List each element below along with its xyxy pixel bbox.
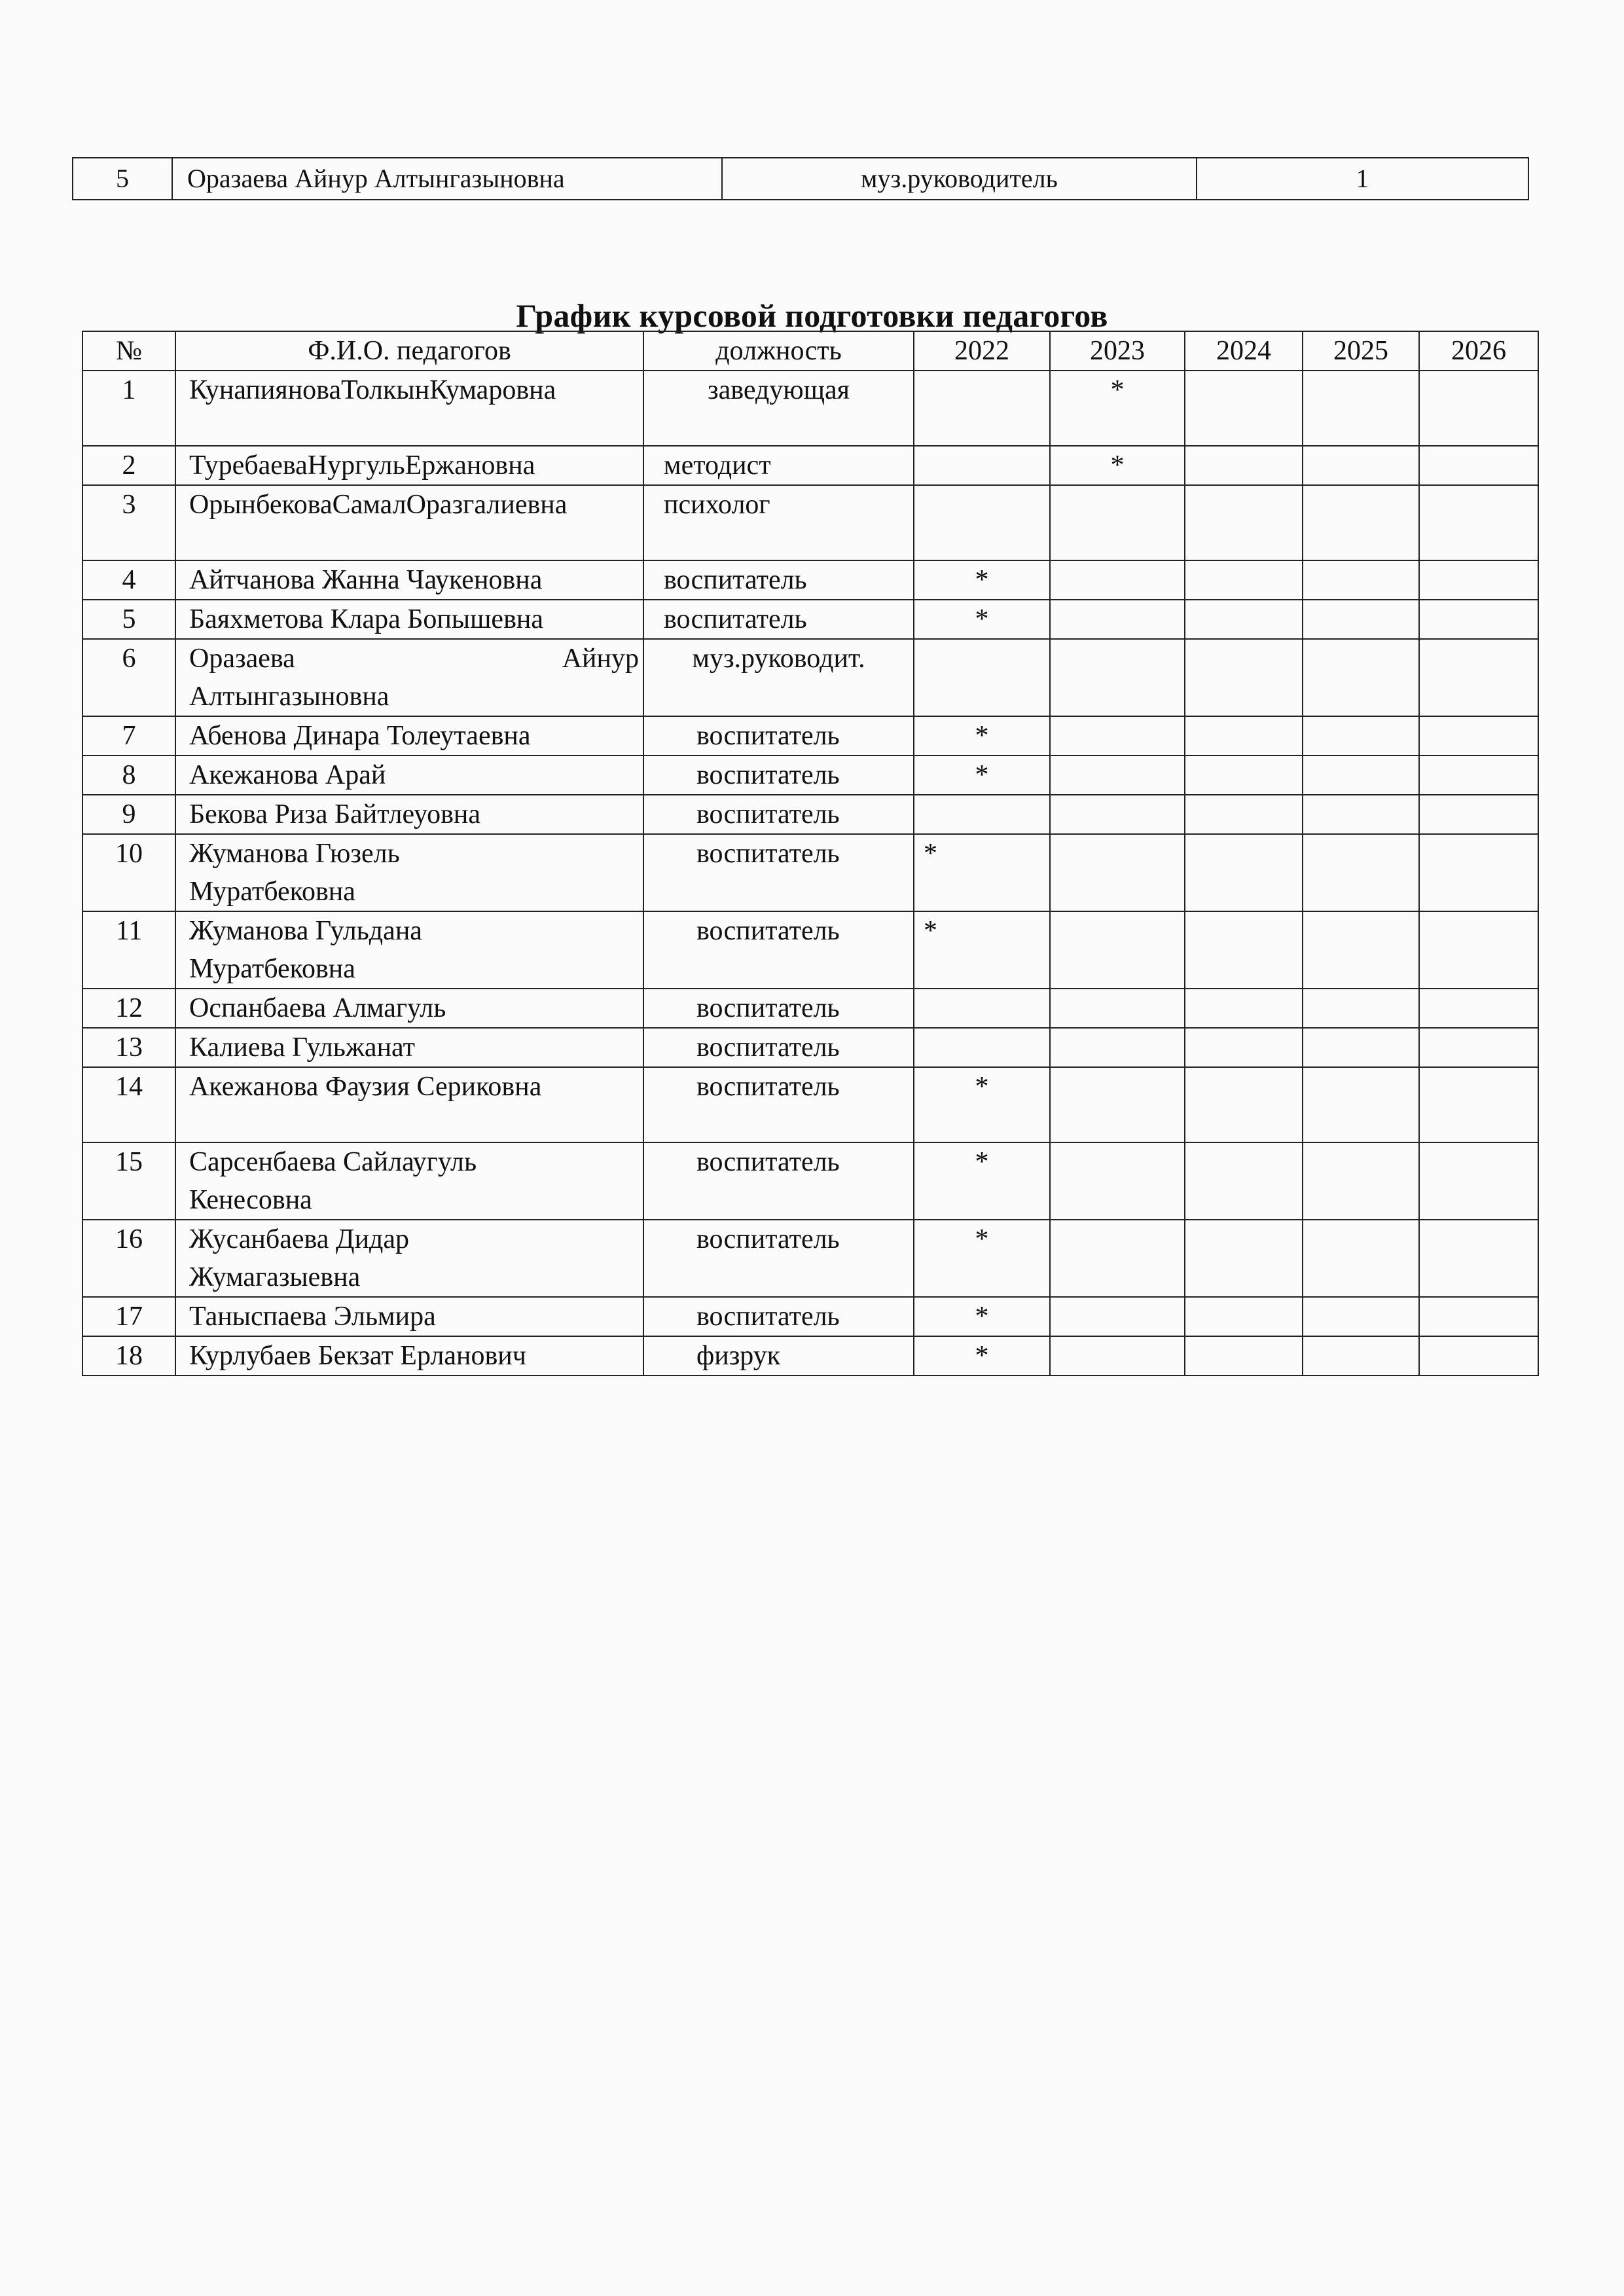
year-mark-2022	[914, 446, 1050, 485]
year-mark-2024	[1185, 1067, 1303, 1142]
teacher-name: Курлубаев Бекзат Ерланович	[175, 1336, 643, 1376]
teacher-name-line: Жусанбаева Дидар	[189, 1224, 410, 1254]
year-mark-2026	[1419, 600, 1538, 639]
row-number: 8	[82, 756, 175, 795]
year-mark-2023	[1050, 639, 1185, 716]
row-number: 5	[73, 158, 172, 200]
year-mark-2025	[1303, 371, 1419, 446]
table-row	[82, 485, 1538, 560]
year-mark-2022: *	[914, 1142, 1050, 1220]
header-year-2023: 2023	[1050, 331, 1185, 371]
year-mark-2025	[1303, 1220, 1419, 1297]
table-row	[82, 716, 1538, 756]
teacher-position: муз.руководитель	[722, 158, 1197, 200]
year-mark-2024	[1185, 911, 1303, 989]
teacher-name	[175, 834, 643, 911]
year-mark-2025	[1303, 560, 1419, 600]
year-mark-2026	[1419, 756, 1538, 795]
year-mark-2024	[1185, 1142, 1303, 1220]
year-mark-2026	[1419, 911, 1538, 989]
staff-table-fragment	[72, 157, 1529, 200]
year-mark-2024	[1185, 1297, 1303, 1336]
year-mark-2025	[1303, 1142, 1419, 1220]
year-mark-2026	[1419, 560, 1538, 600]
header-year-2024: 2024	[1185, 331, 1303, 371]
teacher-position: воспитатель	[643, 1067, 914, 1142]
table-row	[82, 756, 1538, 795]
table-row	[82, 1028, 1538, 1067]
year-mark-2024	[1185, 600, 1303, 639]
year-mark-2023: *	[1050, 371, 1185, 446]
year-mark-2026	[1419, 795, 1538, 834]
teacher-name-line: Кенесовна	[189, 1185, 312, 1215]
year-mark-2024	[1185, 989, 1303, 1028]
teacher-name: КунапияноваТолкынКумаровна	[175, 371, 643, 446]
year-mark-2022	[914, 371, 1050, 446]
table-row	[82, 795, 1538, 834]
teacher-name	[175, 1142, 643, 1220]
year-mark-2026	[1419, 1297, 1538, 1336]
teacher-position: воспитатель	[643, 600, 914, 639]
row-number: 9	[82, 795, 175, 834]
teacher-name: Таныспаева Эльмира	[175, 1297, 643, 1336]
teacher-position: воспитатель	[643, 1028, 914, 1067]
year-mark-2024	[1185, 639, 1303, 716]
table-row	[82, 639, 1538, 716]
year-mark-2025	[1303, 834, 1419, 911]
year-mark-2026	[1419, 716, 1538, 756]
table-row	[82, 1142, 1538, 1220]
row-number: 13	[82, 1028, 175, 1067]
page-title: График курсовой подготовки педагогов	[516, 297, 1108, 334]
teacher-name: Акежанова Фаузия Сериковна	[175, 1067, 643, 1142]
row-number: 2	[82, 446, 175, 485]
year-mark-2024	[1185, 485, 1303, 560]
year-mark-2023	[1050, 795, 1185, 834]
row-value: 1	[1197, 158, 1528, 200]
teacher-position: воспитатель	[643, 911, 914, 989]
header-number: №	[82, 331, 175, 371]
year-mark-2026	[1419, 989, 1538, 1028]
year-mark-2025	[1303, 639, 1419, 716]
year-mark-2026	[1419, 371, 1538, 446]
year-mark-2025	[1303, 485, 1419, 560]
year-mark-2023	[1050, 756, 1185, 795]
year-mark-2026	[1419, 639, 1538, 716]
teacher-name-line: Муратбековна	[189, 954, 355, 984]
teacher-name-line: Сарсенбаева Сайлаугуль	[189, 1147, 477, 1177]
teacher-position: воспитатель	[643, 756, 914, 795]
teacher-position: воспитатель	[643, 1142, 914, 1220]
year-mark-2025	[1303, 716, 1419, 756]
teacher-name	[175, 639, 643, 716]
table-row	[82, 1297, 1538, 1336]
table-row	[82, 371, 1538, 446]
teacher-name: Акежанова Арай	[175, 756, 643, 795]
teacher-position: воспитатель	[643, 795, 914, 834]
year-mark-2023	[1050, 1336, 1185, 1376]
year-mark-2023	[1050, 1142, 1185, 1220]
year-mark-2025	[1303, 600, 1419, 639]
table-row	[82, 1220, 1538, 1297]
row-number: 5	[82, 600, 175, 639]
year-mark-2023	[1050, 834, 1185, 911]
year-mark-2025	[1303, 446, 1419, 485]
row-number: 11	[82, 911, 175, 989]
teacher-name-line: Жуманова Гульдана	[189, 916, 422, 946]
year-mark-2022	[914, 639, 1050, 716]
teacher-name-line: Муратбековна	[189, 877, 355, 907]
header-name: Ф.И.О. педагогов	[175, 331, 643, 371]
teacher-position: методист	[643, 446, 914, 485]
row-number: 16	[82, 1220, 175, 1297]
header-year-2022: 2022	[914, 331, 1050, 371]
teacher-position: воспитатель	[643, 560, 914, 600]
year-mark-2024	[1185, 446, 1303, 485]
teacher-name: Оразаева Айнур Алтынгазыновна	[172, 158, 722, 200]
year-mark-2022: *	[914, 560, 1050, 600]
year-mark-2026	[1419, 1067, 1538, 1142]
row-number: 15	[82, 1142, 175, 1220]
year-mark-2023	[1050, 1067, 1185, 1142]
teacher-name	[175, 911, 643, 989]
year-mark-2026	[1419, 1142, 1538, 1220]
year-mark-2023	[1050, 485, 1185, 560]
year-mark-2022	[914, 795, 1050, 834]
year-mark-2024	[1185, 371, 1303, 446]
year-mark-2024	[1185, 756, 1303, 795]
row-number: 3	[82, 485, 175, 560]
year-mark-2024	[1185, 1220, 1303, 1297]
year-mark-2026	[1419, 485, 1538, 560]
year-mark-2022	[914, 1028, 1050, 1067]
year-mark-2025	[1303, 1067, 1419, 1142]
year-mark-2023	[1050, 911, 1185, 989]
year-mark-2023	[1050, 716, 1185, 756]
year-mark-2026	[1419, 1336, 1538, 1376]
year-mark-2023	[1050, 600, 1185, 639]
header-year-2025: 2025	[1303, 331, 1419, 371]
year-mark-2024	[1185, 1336, 1303, 1376]
teacher-name: ОрынбековаСамалОразгалиевна	[175, 485, 643, 560]
teacher-position: муз.руководит.	[643, 639, 914, 716]
table-row	[82, 1067, 1538, 1142]
year-mark-2022	[914, 989, 1050, 1028]
row-number: 7	[82, 716, 175, 756]
year-mark-2023	[1050, 1220, 1185, 1297]
year-mark-2022: *	[914, 1336, 1050, 1376]
teacher-position: воспитатель	[643, 989, 914, 1028]
year-mark-2026	[1419, 446, 1538, 485]
teacher-name-part: Айнур	[562, 644, 639, 674]
table-row	[82, 600, 1538, 639]
table-row	[82, 834, 1538, 911]
year-mark-2024	[1185, 1028, 1303, 1067]
row-number: 1	[82, 371, 175, 446]
teacher-name-part: Оразаева	[189, 644, 295, 674]
teacher-position: воспитатель	[643, 716, 914, 756]
year-mark-2024	[1185, 560, 1303, 600]
year-mark-2022: *	[914, 600, 1050, 639]
year-mark-2026	[1419, 834, 1538, 911]
teacher-position: воспитатель	[643, 1220, 914, 1297]
table-row	[82, 911, 1538, 989]
year-mark-2022: *	[914, 1297, 1050, 1336]
teacher-name: Абенова Динара Толеутаевна	[175, 716, 643, 756]
teacher-position: психолог	[643, 485, 914, 560]
row-number: 6	[82, 639, 175, 716]
teacher-name-line: Жумагазыевна	[189, 1262, 361, 1292]
year-mark-2023	[1050, 1297, 1185, 1336]
year-mark-2024	[1185, 716, 1303, 756]
year-mark-2025	[1303, 1297, 1419, 1336]
year-mark-2025	[1303, 1336, 1419, 1376]
year-mark-2024	[1185, 834, 1303, 911]
year-mark-2025	[1303, 911, 1419, 989]
year-mark-2022: *	[914, 1220, 1050, 1297]
year-mark-2025	[1303, 795, 1419, 834]
teacher-position: воспитатель	[643, 834, 914, 911]
year-mark-2026	[1419, 1028, 1538, 1067]
teacher-name: Калиева Гульжанат	[175, 1028, 643, 1067]
table-row	[82, 1336, 1538, 1376]
table-row	[82, 989, 1538, 1028]
year-mark-2022: *	[914, 756, 1050, 795]
year-mark-2022: *	[914, 911, 1050, 989]
row-number: 10	[82, 834, 175, 911]
year-mark-2023: *	[1050, 446, 1185, 485]
teacher-position: воспитатель	[643, 1297, 914, 1336]
teacher-position: заведующая	[643, 371, 914, 446]
year-mark-2023	[1050, 989, 1185, 1028]
teacher-name: ТуребаеваНургульЕржановна	[175, 446, 643, 485]
year-mark-2025	[1303, 756, 1419, 795]
teacher-name: Айтчанова Жанна Чаукеновна	[175, 560, 643, 600]
header-year-2026: 2026	[1419, 331, 1538, 371]
year-mark-2025	[1303, 1028, 1419, 1067]
year-mark-2022: *	[914, 1067, 1050, 1142]
teacher-position: физрук	[643, 1336, 914, 1376]
year-mark-2023	[1050, 1028, 1185, 1067]
row-number: 12	[82, 989, 175, 1028]
year-mark-2022: *	[914, 834, 1050, 911]
year-mark-2022	[914, 485, 1050, 560]
year-mark-2024	[1185, 795, 1303, 834]
table-row	[82, 446, 1538, 485]
year-mark-2026	[1419, 1220, 1538, 1297]
teacher-name-line: Жуманова Гюзель	[189, 839, 400, 869]
teacher-name	[175, 1220, 643, 1297]
table-row	[82, 560, 1538, 600]
course-schedule-table	[82, 331, 1539, 1376]
year-mark-2022: *	[914, 716, 1050, 756]
teacher-name: Оспанбаева Алмагуль	[175, 989, 643, 1028]
header-row	[82, 331, 1538, 371]
teacher-name: Баяхметова Клара Бопышевна	[175, 600, 643, 639]
row-number: 4	[82, 560, 175, 600]
table-row	[73, 158, 1528, 200]
year-mark-2025	[1303, 989, 1419, 1028]
teacher-name: Бекова Риза Байтлеуовна	[175, 795, 643, 834]
teacher-name-part: Алтынгазыновна	[189, 682, 389, 712]
year-mark-2023	[1050, 560, 1185, 600]
row-number: 14	[82, 1067, 175, 1142]
header-position: должность	[643, 331, 914, 371]
row-number: 17	[82, 1297, 175, 1336]
row-number: 18	[82, 1336, 175, 1376]
